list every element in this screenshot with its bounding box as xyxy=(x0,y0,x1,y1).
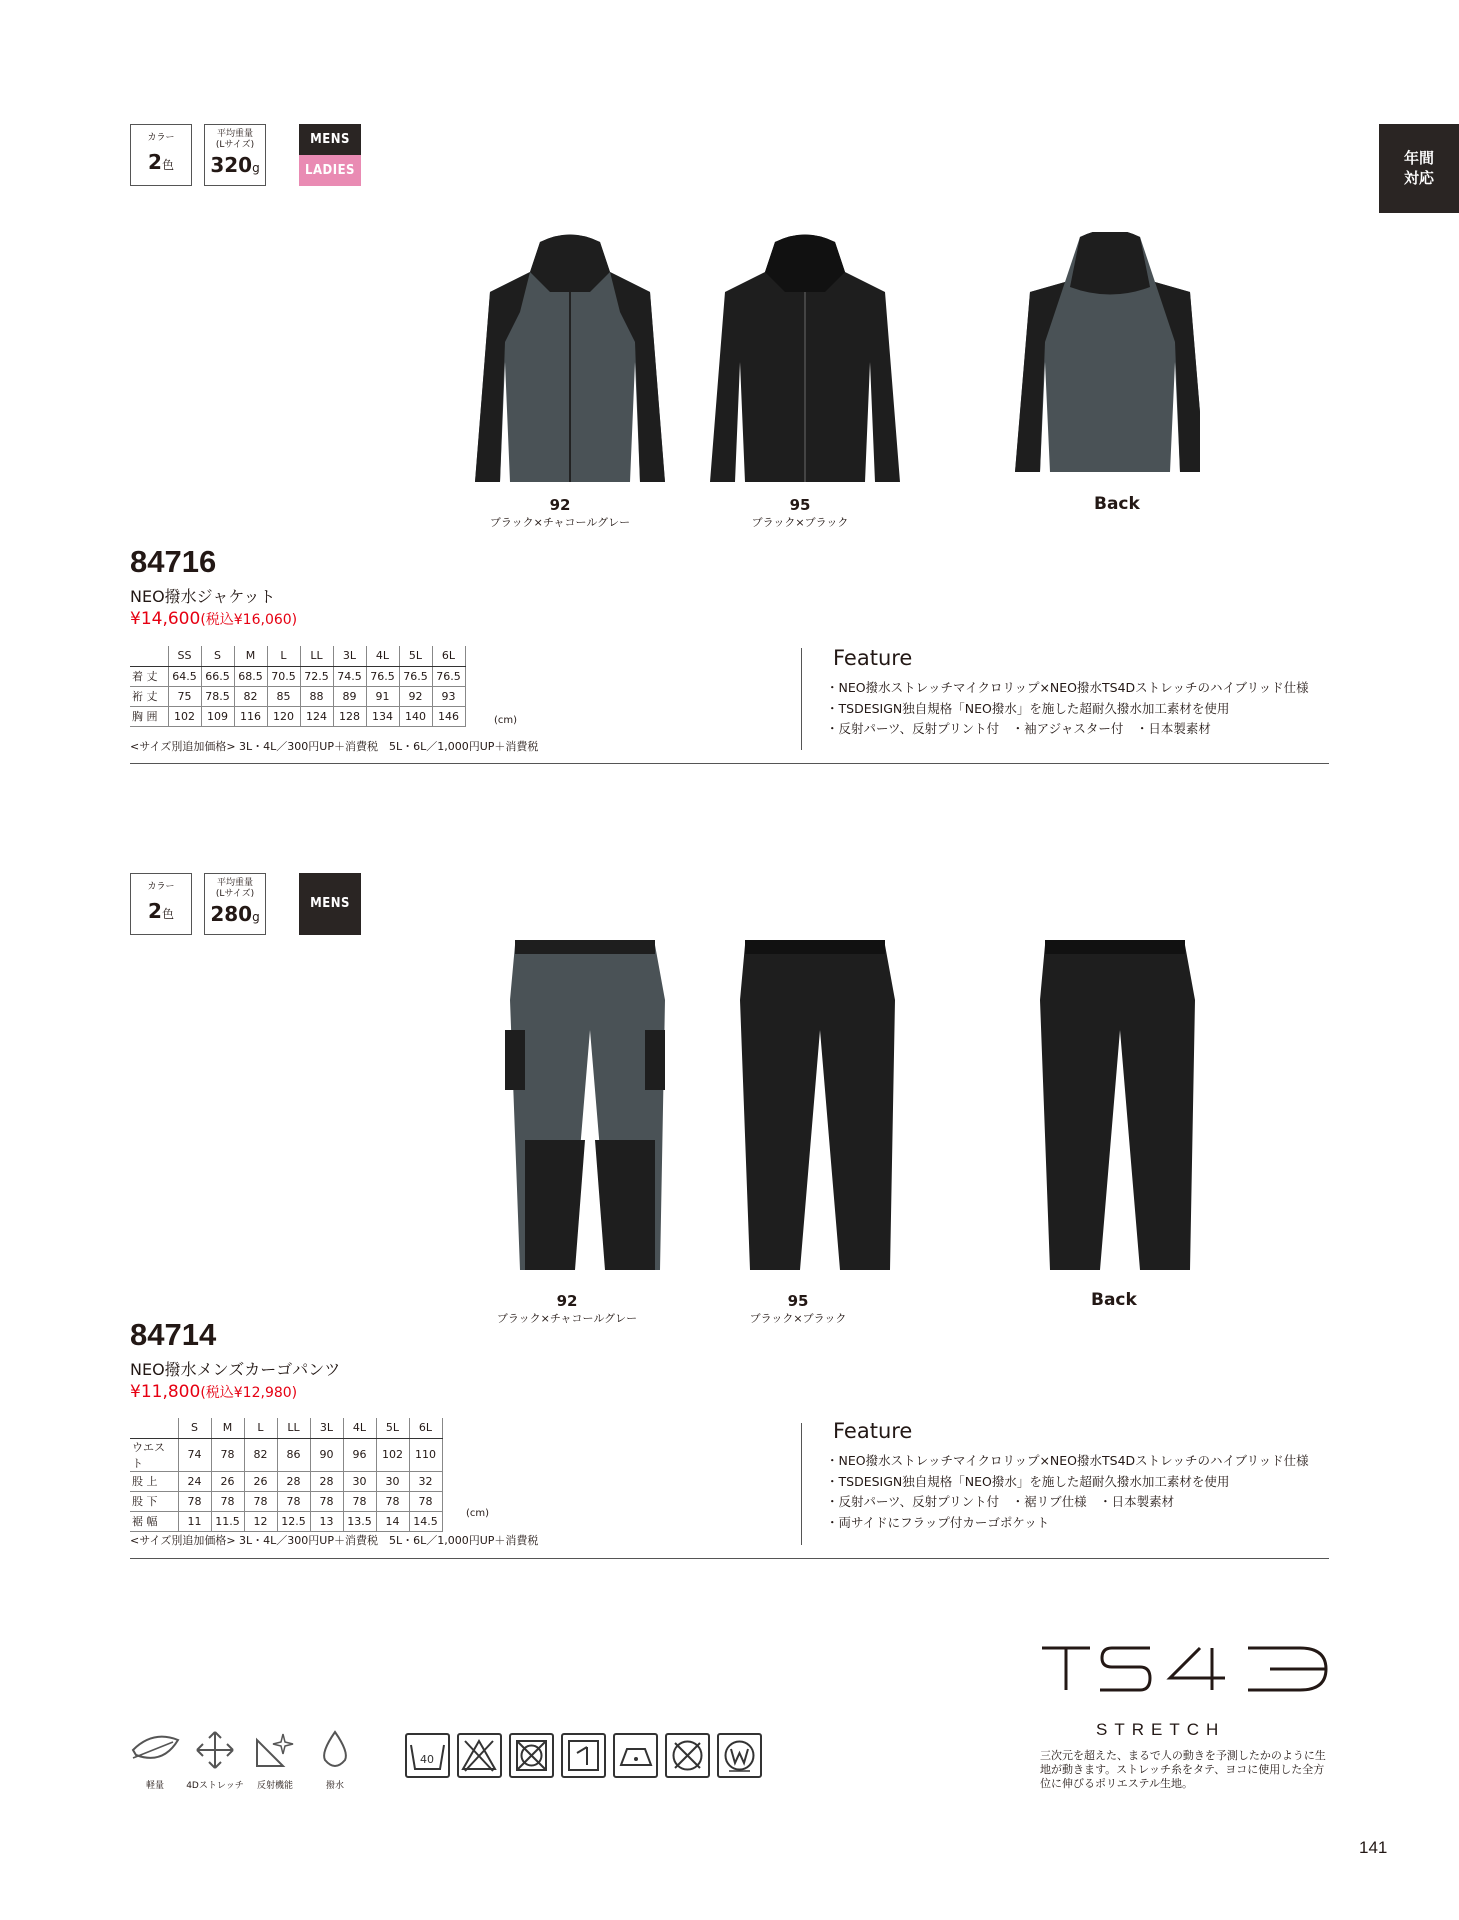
wash-temp: 40 xyxy=(420,1753,434,1766)
size-value: 76.5 xyxy=(399,666,432,686)
pants-variant-92 xyxy=(477,1292,657,1326)
pants-92-front xyxy=(505,940,665,1270)
size-header: SS xyxy=(168,646,201,666)
section-rule xyxy=(130,763,1329,764)
size-value: 92 xyxy=(399,686,432,706)
size-value: 32 xyxy=(409,1471,442,1491)
row-label: 股 下 xyxy=(130,1491,178,1511)
size-header: M xyxy=(211,1418,244,1438)
iron-low-icon xyxy=(613,1733,658,1778)
size-value: 30 xyxy=(376,1471,409,1491)
size-value: 74 xyxy=(178,1438,211,1471)
size-value: 76.5 xyxy=(432,666,465,686)
table-row xyxy=(130,666,465,686)
pants-variant-95 xyxy=(708,1292,888,1326)
season-tab xyxy=(1379,124,1459,213)
size-value: 89 xyxy=(333,686,366,706)
size-value: 68.5 xyxy=(234,666,267,686)
size-value: 109 xyxy=(201,706,234,726)
pants-images xyxy=(480,935,1200,1275)
table-row xyxy=(130,686,465,706)
table-row xyxy=(130,1491,442,1511)
size-header: S xyxy=(178,1418,211,1438)
product-price xyxy=(130,1382,297,1402)
size-value: 85 xyxy=(267,686,300,706)
size-header: 3L xyxy=(333,646,366,666)
mens-badge: MENS xyxy=(299,124,361,155)
jacket-back-label: Back xyxy=(1094,494,1140,514)
size-value: 96 xyxy=(343,1438,376,1471)
jacket-variant-92 xyxy=(470,496,650,530)
size-value: 91 xyxy=(366,686,399,706)
variant-name: ブラック×ブラック xyxy=(749,1312,847,1325)
size-table xyxy=(130,1418,443,1532)
weight-box xyxy=(204,873,266,935)
size-value: 66.5 xyxy=(201,666,234,686)
jacket-back xyxy=(1015,232,1200,472)
water-drop-icon xyxy=(300,1730,370,1791)
size-header: 3L xyxy=(310,1418,343,1438)
price-value: ¥11,800 xyxy=(130,1382,201,1402)
size-value: 124 xyxy=(300,706,333,726)
size-header-row xyxy=(130,1418,442,1438)
row-label: 胸 囲 xyxy=(130,706,168,726)
price-tax: (税込¥16,060) xyxy=(200,612,298,628)
variant-number: 92 xyxy=(556,1292,578,1310)
weight-box xyxy=(204,124,266,186)
divider xyxy=(801,648,802,750)
table-row xyxy=(130,1438,442,1471)
color-unit: 色 xyxy=(161,907,174,921)
size-value: 78 xyxy=(244,1491,277,1511)
product-number: 84716 xyxy=(130,544,217,579)
feature-list xyxy=(826,1451,1309,1533)
no-tumble-dry-icon xyxy=(509,1733,554,1778)
size-value: 110 xyxy=(409,1438,442,1471)
jacket-92-front xyxy=(475,235,665,483)
product-price xyxy=(130,609,297,629)
variant-name: ブラック×チャコールグレー xyxy=(489,516,631,529)
size-value: 78 xyxy=(211,1491,244,1511)
size-value: 134 xyxy=(366,706,399,726)
size-value: 78 xyxy=(409,1491,442,1511)
pants-95-front xyxy=(740,940,895,1270)
list-item: ・NEO撥水ストレッチマイクロリップ×NEO撥水TS4Dストレッチのハイブリッド仕様 xyxy=(826,680,1309,695)
section-rule xyxy=(130,1558,1329,1559)
size-value: 102 xyxy=(376,1438,409,1471)
size-value: 78 xyxy=(343,1491,376,1511)
ts4d-sub: STRETCH xyxy=(1096,1720,1226,1739)
size-value: 116 xyxy=(234,706,267,726)
table-row xyxy=(130,1511,442,1531)
color-count-box xyxy=(130,873,192,935)
variant-number: 95 xyxy=(787,1292,809,1310)
size-value: 24 xyxy=(178,1471,211,1491)
size-header: 4L xyxy=(343,1418,376,1438)
size-value: 74.5 xyxy=(333,666,366,686)
size-value: 86 xyxy=(277,1438,310,1471)
list-item: ・TSDESIGN独自規格「NEO撥水」を施した超耐久撥水加工素材を使用 xyxy=(826,700,1230,716)
color-count: 2 xyxy=(148,899,162,923)
size-corner xyxy=(130,1418,178,1438)
product-name: NEO撥水メンズカーゴパンツ xyxy=(130,1360,341,1379)
feature-list xyxy=(826,678,1309,740)
pants-back-label: Back xyxy=(1091,1290,1137,1310)
ladies-badge: LADIES xyxy=(299,155,361,186)
wet-clean-icon xyxy=(717,1733,762,1778)
size-header: 5L xyxy=(376,1418,409,1438)
no-dry-clean-icon xyxy=(665,1733,710,1778)
list-item: ・TSDESIGN独自規格「NEO撥水」を施した超耐久撥水加工素材を使用 xyxy=(826,1473,1230,1489)
pants-back xyxy=(1040,940,1195,1270)
size-value: 72.5 xyxy=(300,666,333,686)
variant-name: ブラック×ブラック xyxy=(751,516,849,529)
size-table xyxy=(130,646,466,727)
size-header: 6L xyxy=(432,646,465,666)
wash-40-icon xyxy=(405,1733,450,1778)
size-header: M xyxy=(234,646,267,666)
size-header: L xyxy=(267,646,300,666)
mens-badge: MENS xyxy=(299,873,361,935)
ts4d-logo xyxy=(1040,1645,1330,1695)
line-dry-icon xyxy=(561,1733,606,1778)
product-name: NEO撥水ジャケット xyxy=(130,587,276,606)
row-label: 裄 丈 xyxy=(130,686,168,706)
size-value: 12 xyxy=(244,1511,277,1531)
size-value: 11.5 xyxy=(211,1511,244,1531)
list-item: ・NEO撥水ストレッチマイクロリップ×NEO撥水TS4Dストレッチのハイブリッド仕様 xyxy=(826,1453,1309,1468)
color-label: カラー xyxy=(147,133,175,143)
size-value: 11 xyxy=(178,1511,211,1531)
size-value: 64.5 xyxy=(168,666,201,686)
size-header: 5L xyxy=(399,646,432,666)
size-value: 28 xyxy=(277,1471,310,1491)
size-header: LL xyxy=(277,1418,310,1438)
size-value: 78 xyxy=(310,1491,343,1511)
weight-label: 平均重量 (Lサイズ) xyxy=(215,878,255,899)
list-item: ・反射パーツ、反射プリント付 ・袖アジャスター付 ・日本製素材 xyxy=(826,721,1211,736)
size-value: 75 xyxy=(168,686,201,706)
ts4d-description: 三次元を超えた、まるで人の動きを予測したかのように生地が動きます。ストレッチ糸をタテ、ヨコに使用した全方位に伸びるポリエステル生地。 xyxy=(1040,1749,1326,1790)
size-value: 93 xyxy=(432,686,465,706)
size-corner xyxy=(130,646,168,666)
size-value: 14.5 xyxy=(409,1511,442,1531)
weight-value: 280 xyxy=(210,902,253,926)
row-label: 股 上 xyxy=(130,1471,178,1491)
weight-unit: g xyxy=(252,161,260,175)
weight-unit: g xyxy=(252,910,260,924)
feature-icon-label: 反射機能 xyxy=(256,1781,293,1791)
size-value: 26 xyxy=(211,1471,244,1491)
table-row xyxy=(130,706,465,726)
size-header: 4L xyxy=(366,646,399,666)
table-row xyxy=(130,1471,442,1491)
color-count-box xyxy=(130,124,192,186)
size-value: 78 xyxy=(376,1491,409,1511)
no-bleach-icon xyxy=(457,1733,502,1778)
size-price-note: <サイズ別追加価格> 3L・4L／300円UP＋消費税 5L・6L／1,000円UP＋消費税 xyxy=(130,740,539,753)
size-value: 13 xyxy=(310,1511,343,1531)
size-value: 82 xyxy=(234,686,267,706)
size-value: 78 xyxy=(277,1491,310,1511)
unit-label: (cm) xyxy=(466,1508,490,1519)
product-number: 84714 xyxy=(130,1317,217,1352)
row-label: 着 丈 xyxy=(130,666,168,686)
size-value: 120 xyxy=(267,706,300,726)
price-tax: (税込¥12,980) xyxy=(200,1385,298,1401)
size-value: 13.5 xyxy=(343,1511,376,1531)
variant-number: 95 xyxy=(789,496,811,514)
size-value: 78 xyxy=(211,1438,244,1471)
feature-title: Feature xyxy=(833,646,913,670)
size-value: 28 xyxy=(310,1471,343,1491)
size-header: S xyxy=(201,646,234,666)
size-value: 82 xyxy=(244,1438,277,1471)
size-value: 102 xyxy=(168,706,201,726)
feature-icon-label: 4Dストレッチ xyxy=(186,1781,244,1791)
size-price-note: <サイズ別追加価格> 3L・4L／300円UP＋消費税 5L・6L／1,000円UP＋消費税 xyxy=(130,1534,539,1547)
size-value: 76.5 xyxy=(366,666,399,686)
size-value: 128 xyxy=(333,706,366,726)
color-label: カラー xyxy=(147,882,175,892)
list-item: ・両サイドにフラップ付カーゴポケット xyxy=(826,1514,1050,1530)
jacket-images xyxy=(460,232,1200,492)
feature-icon-label: 撥水 xyxy=(325,1781,344,1791)
size-header: L xyxy=(244,1418,277,1438)
divider xyxy=(801,1423,802,1545)
size-header-row xyxy=(130,646,465,666)
jacket-variant-95 xyxy=(710,496,890,530)
size-value: 140 xyxy=(399,706,432,726)
variant-number: 92 xyxy=(549,496,571,514)
size-value: 88 xyxy=(300,686,333,706)
row-label: 裾 幅 xyxy=(130,1511,178,1531)
jacket-95-front xyxy=(710,235,900,483)
unit-label: (cm) xyxy=(494,715,518,726)
size-value: 30 xyxy=(343,1471,376,1491)
color-unit: 色 xyxy=(161,158,174,172)
size-value: 14 xyxy=(376,1511,409,1531)
variant-name: ブラック×チャコールグレー xyxy=(496,1312,638,1325)
feature-icon-label: 軽量 xyxy=(145,1781,164,1791)
row-label: ウエスト xyxy=(130,1438,178,1471)
weight-label: 平均重量 (Lサイズ) xyxy=(215,129,255,150)
size-value: 146 xyxy=(432,706,465,726)
size-value: 70.5 xyxy=(267,666,300,686)
size-value: 90 xyxy=(310,1438,343,1471)
season-tab-label: 年間 対応 xyxy=(1403,149,1434,187)
size-value: 26 xyxy=(244,1471,277,1491)
feature-title: Feature xyxy=(833,1419,913,1443)
size-value: 78.5 xyxy=(201,686,234,706)
size-header: 6L xyxy=(409,1418,442,1438)
list-item: ・反射パーツ、反射プリント付 ・裾リブ仕様 ・日本製素材 xyxy=(826,1494,1175,1509)
size-value: 78 xyxy=(178,1491,211,1511)
page-number: 141 xyxy=(1359,1838,1388,1857)
price-value: ¥14,600 xyxy=(130,609,201,629)
color-count: 2 xyxy=(148,150,162,174)
weight-value: 320 xyxy=(210,153,253,177)
size-header: LL xyxy=(300,646,333,666)
size-value: 12.5 xyxy=(277,1511,310,1531)
